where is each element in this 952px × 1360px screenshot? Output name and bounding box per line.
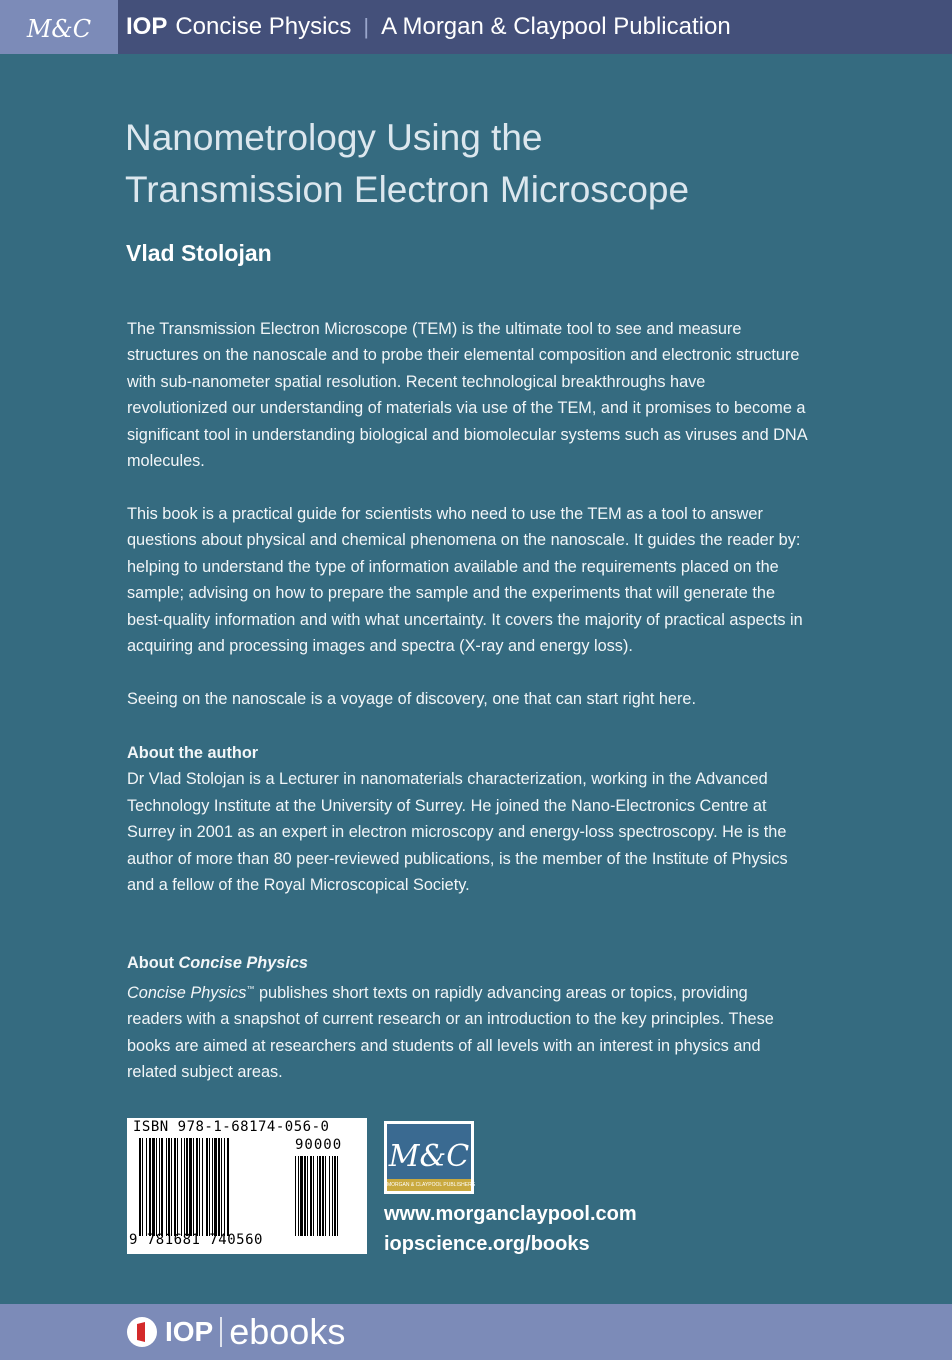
iopscience-link[interactable]: iopscience.org/books xyxy=(384,1233,590,1255)
title-line-1: Nanometrology Using the xyxy=(125,117,543,158)
svg-text:M&C: M&C xyxy=(388,1139,470,1174)
about-author-heading: About the author xyxy=(127,744,259,762)
publisher-logo-band: MORGAN & CLAYPOOL PUBLISHERS xyxy=(387,1179,471,1191)
iop-brand: IOP xyxy=(126,13,168,40)
morganclaypool-link[interactable]: www.morganclaypool.com xyxy=(384,1203,637,1225)
about-author-section xyxy=(127,740,807,898)
title-line-2: Transmission Electron Microscope xyxy=(125,169,690,210)
book-title xyxy=(125,112,885,216)
series-name-inline: Concise Physics xyxy=(127,983,247,1002)
mc-monogram-icon xyxy=(387,1124,471,1179)
about-series-text xyxy=(127,984,774,1081)
trademark-symbol: ™ xyxy=(246,984,255,994)
iop-circle-logo-icon xyxy=(126,1316,158,1348)
book-author: Vlad Stolojan xyxy=(126,240,272,266)
top-banner xyxy=(0,0,952,54)
isbn-barcode xyxy=(127,1118,367,1254)
about-series-heading-name: Concise Physics xyxy=(178,954,308,972)
price-code: 90000 xyxy=(295,1137,343,1153)
description-paragraph-3: Seeing on the nanoscale is a voyage of discovery, one that can start right here. xyxy=(127,690,696,708)
series-line xyxy=(126,0,731,54)
about-author-text: Dr Vlad Stolojan is a Lecturer in nanomaterials characterization, working in the Advanced Technology Institute at the University of Surrey. He joined the Nano-Electronics Centre at Surrey in 2001 as an expert in electron microscopy and energy-loss spectroscopy. He is the author of more than 80 peer-reviewed publications, is the member of the Institute of Physics and a fellow of the Royal Microscopical Society. xyxy=(127,770,788,895)
description-paragraph-1: The Transmission Electron Microscope (TEM) is the ultimate tool to see and measure structures on the nanoscale and to probe their elemental composition and electronic structure with sub-nanometer spatial resolution. Recent technological breakthroughs have revolutionized our understanding of materials via use of the TEM, and it promises to become a significant tool in understanding biological and biomolecular systems such as viruses and DNA molecules. xyxy=(127,320,807,471)
separator: | xyxy=(363,14,370,39)
iop-ebooks-logo xyxy=(126,1304,345,1360)
morgan-claypool-monogram-icon xyxy=(26,7,92,47)
isbn-label: ISBN 978-1-68174-056-0 xyxy=(133,1119,330,1135)
barcode-number: 9 781681 740560 xyxy=(129,1232,263,1248)
bottom-banner xyxy=(0,1304,952,1360)
about-series-section xyxy=(127,950,807,1085)
footer-ebooks: ebooks xyxy=(229,1311,346,1352)
description-paragraph-2: This book is a practical guide for scientists who need to use the TEM as a tool to answer questions about physical and chemical phenomena on the nanoscale. It guides the reader by: helping to understand the type of information available and the requirements placed on the sample; advising on how to prepare the sample and the experiments that will generate the best-quality information and with what uncertainty. It covers the majority of practical aspects in acquiring and processing images and spectra (X-ray and energy loss). xyxy=(127,505,803,656)
mc-logo-panel xyxy=(0,0,118,54)
series-name: Concise Physics xyxy=(175,13,352,40)
about-series-heading-prefix: About xyxy=(127,954,179,972)
publisher-line: A Morgan & Claypool Publication xyxy=(381,13,731,40)
about-series-heading xyxy=(127,950,807,976)
publisher-logo-panel xyxy=(387,1124,476,1191)
publisher-logo xyxy=(384,1121,474,1194)
about-series-body: publishes short texts on rapidly advancing areas or topics, providing readers with a snapshot of current research or an introduction to the key principles. These books are aimed at researchers and students of all levels with an interest in physics and related subject areas. xyxy=(127,983,774,1082)
svg-text:M&C: M&C xyxy=(26,15,92,43)
footer-divider xyxy=(220,1317,222,1347)
footer-iop-brand: IOP xyxy=(165,1316,214,1347)
